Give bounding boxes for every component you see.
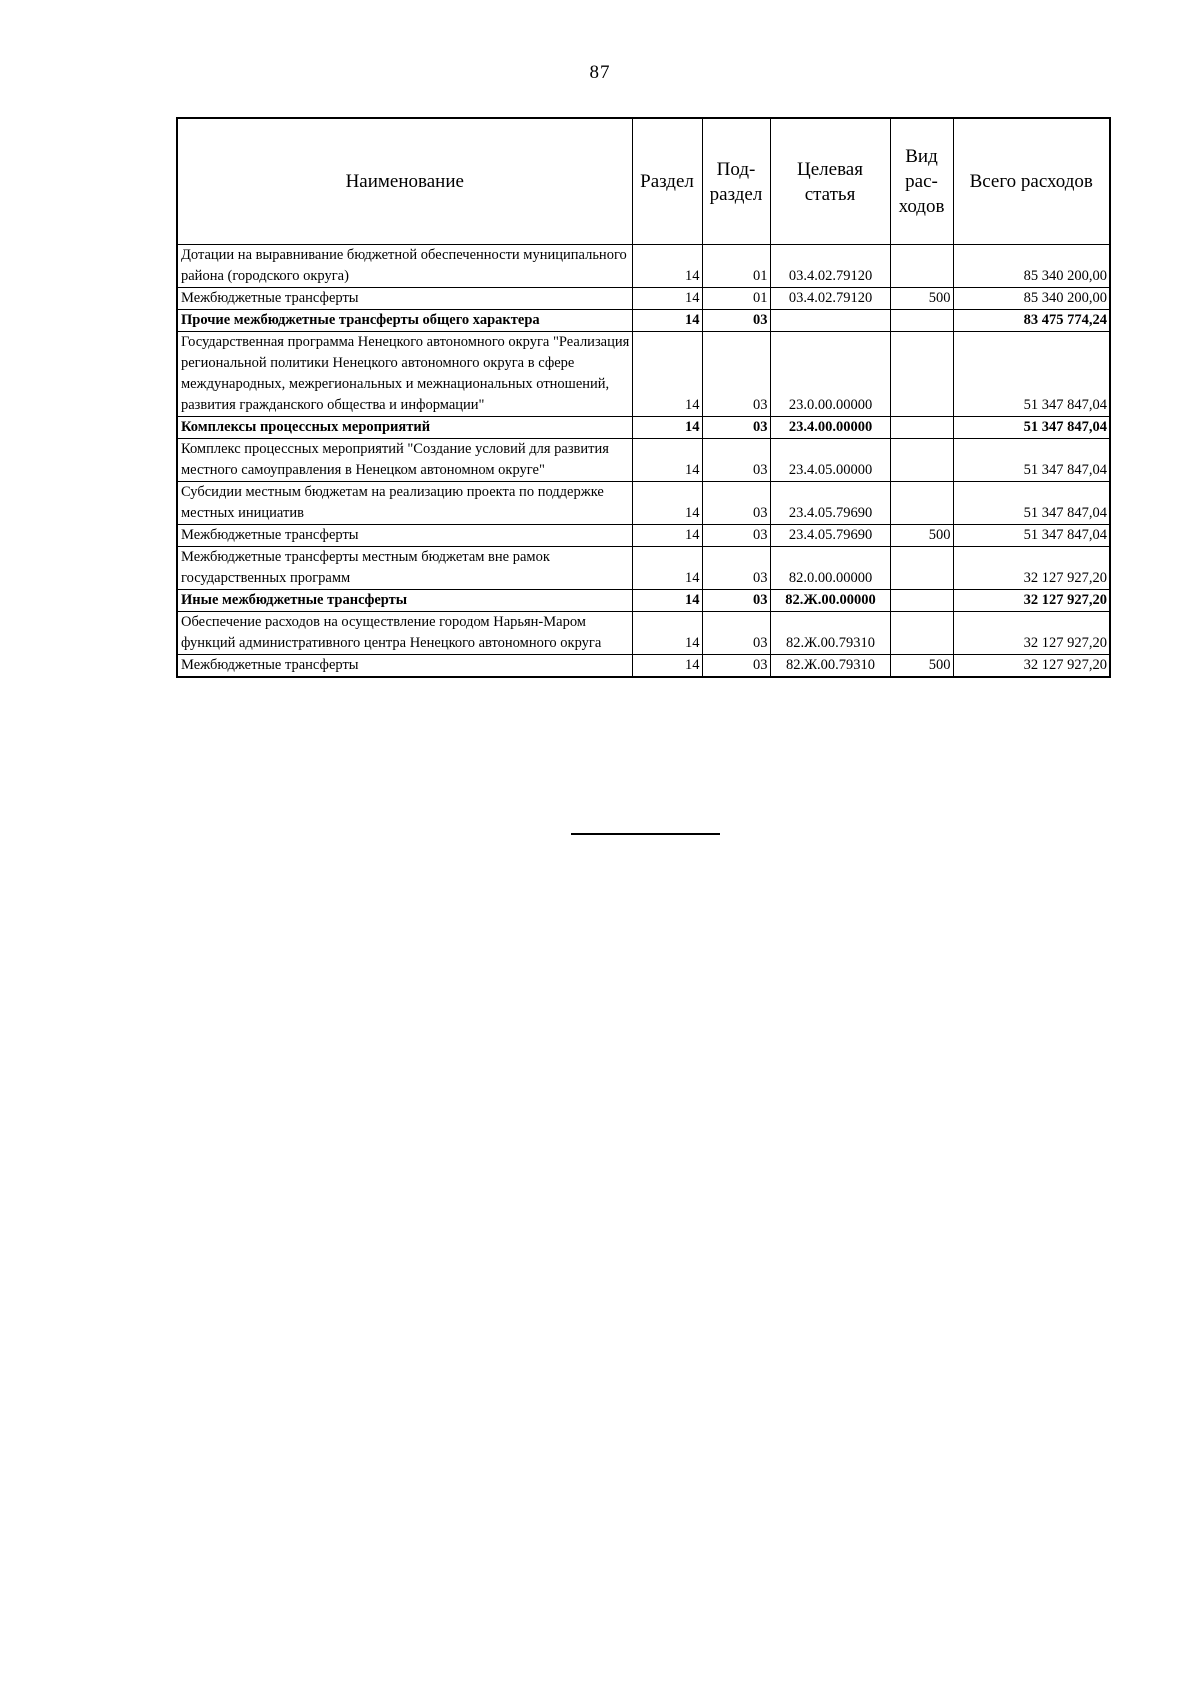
cell-subsection: 03 [702,482,770,525]
table-row [177,590,1110,612]
cell-section: 14 [632,245,702,288]
cell-total: 85 340 200,00 [953,245,1110,288]
cell-name: Межбюджетные трансферты [177,655,632,678]
cell-subsection: 01 [702,288,770,310]
cell-target-article: 23.4.00.00000 [770,417,890,439]
cell-section: 14 [632,612,702,655]
cell-name: Комплексы процессных мероприятий [177,417,632,439]
cell-total: 51 347 847,04 [953,525,1110,547]
cell-section: 14 [632,439,702,482]
cell-subsection: 03 [702,612,770,655]
header-name: Наименование [177,118,632,245]
cell-target-article: 82.Ж.00.79310 [770,612,890,655]
cell-section: 14 [632,332,702,417]
table-row [177,417,1110,439]
table-body [177,245,1110,678]
cell-section: 14 [632,525,702,547]
cell-total: 51 347 847,04 [953,332,1110,417]
cell-subsection: 03 [702,547,770,590]
cell-expense-kind: 500 [890,655,953,678]
cell-name: Иные межбюджетные трансферты [177,590,632,612]
cell-target-article: 23.4.05.00000 [770,439,890,482]
cell-target-article: 82.Ж.00.00000 [770,590,890,612]
page-number: 87 [589,62,611,83]
cell-subsection: 03 [702,332,770,417]
cell-target-article: 03.4.02.79120 [770,288,890,310]
table-row [177,288,1110,310]
cell-expense-kind: 500 [890,288,953,310]
table-row [177,655,1110,678]
cell-name: Обеспечение расходов на осуществление городом Нарьян-Маром функций административного центра Ненецкого автономного округа [177,612,632,655]
cell-target-article: 23.0.00.00000 [770,332,890,417]
cell-section: 14 [632,417,702,439]
table-row [177,245,1110,288]
cell-subsection: 03 [702,417,770,439]
cell-target-article: 03.4.02.79120 [770,245,890,288]
cell-expense-kind [890,439,953,482]
cell-total: 51 347 847,04 [953,439,1110,482]
end-divider-line [571,833,720,835]
cell-total: 32 127 927,20 [953,590,1110,612]
cell-total: 32 127 927,20 [953,655,1110,678]
cell-total: 32 127 927,20 [953,612,1110,655]
cell-subsection: 03 [702,590,770,612]
table-row [177,310,1110,332]
cell-name: Государственная программа Ненецкого автономного округа "Реализация региональной политики Ненецкого автономного округа в сфере международных, межрегиональных и межнациональных отношений, развития гражданского общества и информации" [177,332,632,417]
cell-target-article: 82.Ж.00.79310 [770,655,890,678]
cell-expense-kind [890,482,953,525]
cell-total: 51 347 847,04 [953,482,1110,525]
cell-target-article [770,310,890,332]
cell-section: 14 [632,310,702,332]
cell-subsection: 03 [702,655,770,678]
cell-expense-kind [890,590,953,612]
cell-section: 14 [632,547,702,590]
cell-expense-kind: 500 [890,525,953,547]
table-row [177,439,1110,482]
cell-name: Межбюджетные трансферты [177,288,632,310]
cell-total: 85 340 200,00 [953,288,1110,310]
table-row [177,332,1110,417]
cell-expense-kind [890,310,953,332]
cell-subsection: 03 [702,525,770,547]
cell-subsection: 01 [702,245,770,288]
cell-section: 14 [632,482,702,525]
cell-name: Прочие межбюджетные трансферты общего характера [177,310,632,332]
cell-total: 32 127 927,20 [953,547,1110,590]
header-total-expenses: Всего расходов [953,118,1110,245]
cell-total: 51 347 847,04 [953,417,1110,439]
cell-section: 14 [632,590,702,612]
header-subsection: Под- раздел [702,118,770,245]
cell-name: Межбюджетные трансферты [177,525,632,547]
cell-section: 14 [632,655,702,678]
table-row [177,547,1110,590]
budget-table [176,117,1111,678]
cell-subsection: 03 [702,439,770,482]
header-target-article: Целевая статья [770,118,890,245]
cell-expense-kind [890,547,953,590]
cell-target-article: 23.4.05.79690 [770,525,890,547]
cell-expense-kind [890,332,953,417]
cell-total: 83 475 774,24 [953,310,1110,332]
cell-subsection: 03 [702,310,770,332]
header-expense-kind: Вид рас- ходов [890,118,953,245]
table-row [177,482,1110,525]
cell-name: Комплекс процессных мероприятий "Создание условий для развития местного самоуправления в Ненецком автономном округе" [177,439,632,482]
cell-name: Межбюджетные трансферты местным бюджетам вне рамок государственных программ [177,547,632,590]
cell-target-article: 82.0.00.00000 [770,547,890,590]
cell-name: Субсидии местным бюджетам на реализацию проекта по поддержке местных инициатив [177,482,632,525]
cell-section: 14 [632,288,702,310]
cell-target-article: 23.4.05.79690 [770,482,890,525]
table-row [177,612,1110,655]
cell-expense-kind [890,245,953,288]
table-row [177,525,1110,547]
header-section: Раздел [632,118,702,245]
cell-expense-kind [890,612,953,655]
table-header-row [177,118,1110,245]
cell-expense-kind [890,417,953,439]
cell-name: Дотации на выравнивание бюджетной обеспеченности муниципального района (городского округа) [177,245,632,288]
